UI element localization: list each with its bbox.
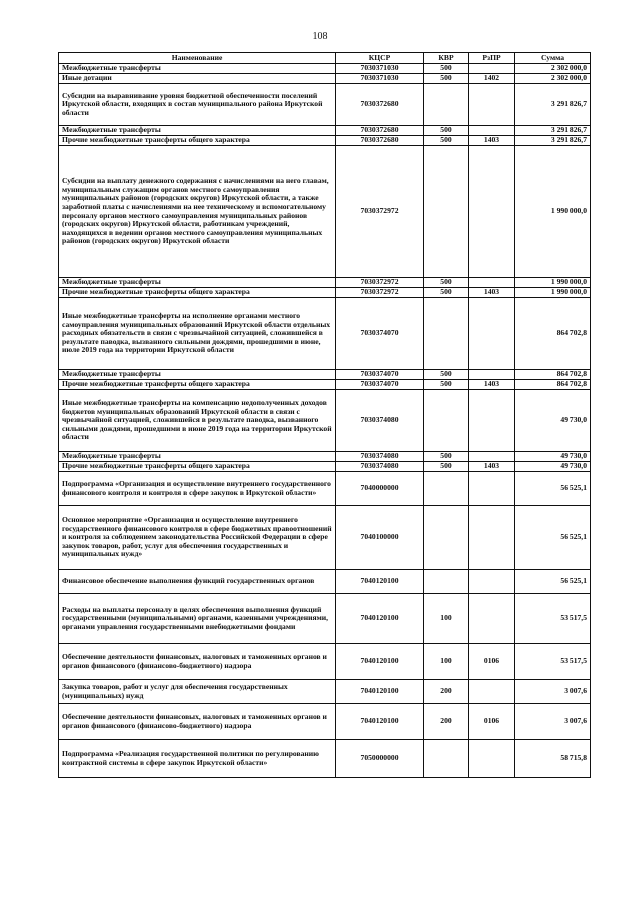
cell-rzpr: 0106	[469, 644, 515, 680]
cell-name: Иные дотации	[59, 74, 336, 84]
cell-amount: 3 291 826,7	[515, 126, 591, 136]
cell-rzpr	[469, 740, 515, 778]
cell-rzpr	[469, 146, 515, 278]
table-row	[59, 506, 591, 570]
cell-name: Прочие межбюджетные трансферты общего характера	[59, 136, 336, 146]
cell-rzpr	[469, 64, 515, 74]
cell-kcsr: 7030372972	[336, 146, 424, 278]
cell-kcsr: 7030374080	[336, 452, 424, 462]
cell-amount: 3 291 826,7	[515, 136, 591, 146]
cell-kvr: 200	[424, 680, 469, 704]
column-header-kvr: КВР	[424, 53, 469, 64]
cell-amount: 49 730,0	[515, 390, 591, 452]
cell-amount: 1 990 000,0	[515, 146, 591, 278]
cell-kvr: 500	[424, 370, 469, 380]
cell-rzpr	[469, 370, 515, 380]
table-row	[59, 288, 591, 298]
table-row	[59, 390, 591, 452]
cell-kcsr: 7040120100	[336, 644, 424, 680]
cell-rzpr	[469, 506, 515, 570]
table-row	[59, 380, 591, 390]
column-header-kcsr: КЦСР	[336, 53, 424, 64]
cell-amount: 1 990 000,0	[515, 278, 591, 288]
table-row	[59, 594, 591, 644]
cell-name: Подпрограмма «Реализация государственной политики по регулированию контрактной системы в сфере закупок Иркутской области»	[59, 740, 336, 778]
column-header-amount: Сумма	[515, 53, 591, 64]
cell-kcsr: 7030374080	[336, 462, 424, 472]
cell-kcsr: 7030372972	[336, 288, 424, 298]
cell-amount: 56 525,1	[515, 472, 591, 506]
cell-kvr: 100	[424, 644, 469, 680]
cell-amount: 3 007,6	[515, 680, 591, 704]
cell-rzpr	[469, 278, 515, 288]
cell-kcsr: 7030372972	[336, 278, 424, 288]
cell-amount: 1 990 000,0	[515, 288, 591, 298]
cell-rzpr: 1403	[469, 136, 515, 146]
cell-kvr	[424, 390, 469, 452]
cell-name: Субсидии на выравнивание уровня бюджетной обеспеченности поселений Иркутской области, входящих в состав муниципального района Иркутской области	[59, 84, 336, 126]
table-row	[59, 126, 591, 136]
table-row	[59, 472, 591, 506]
cell-rzpr: 1403	[469, 380, 515, 390]
cell-kvr	[424, 740, 469, 778]
cell-rzpr	[469, 570, 515, 594]
table-body	[59, 64, 591, 778]
cell-kcsr: 7030374080	[336, 390, 424, 452]
cell-amount: 49 730,0	[515, 462, 591, 472]
cell-kvr: 500	[424, 278, 469, 288]
cell-name: Прочие межбюджетные трансферты общего характера	[59, 288, 336, 298]
cell-amount: 864 702,8	[515, 380, 591, 390]
cell-kcsr: 7030374070	[336, 380, 424, 390]
cell-kvr	[424, 298, 469, 370]
table-row	[59, 146, 591, 278]
cell-kvr: 100	[424, 594, 469, 644]
cell-amount: 864 702,8	[515, 370, 591, 380]
cell-amount: 56 525,1	[515, 506, 591, 570]
cell-kcsr: 7040100000	[336, 506, 424, 570]
cell-kcsr: 7030371030	[336, 74, 424, 84]
cell-kvr: 500	[424, 136, 469, 146]
table-row	[59, 704, 591, 740]
cell-name: Иные межбюджетные трансферты на исполнение органами местного самоуправления муниципальных образований Иркутской области отдельных расходных обязательств в связи с чрезвычайной ситуацией, сложившейся в результате паводка, вызванного сильными дождями, прошедшими в июне, июле 2019 года на территории Иркутской области	[59, 298, 336, 370]
cell-kvr: 500	[424, 126, 469, 136]
table-row	[59, 74, 591, 84]
cell-kvr: 500	[424, 462, 469, 472]
cell-rzpr	[469, 126, 515, 136]
cell-kvr	[424, 84, 469, 126]
cell-name: Закупка товаров, работ и услуг для обеспечения государственных (муниципальных) нужд	[59, 680, 336, 704]
cell-rzpr	[469, 452, 515, 462]
cell-rzpr: 1403	[469, 288, 515, 298]
cell-kvr	[424, 570, 469, 594]
cell-kcsr: 7030372680	[336, 136, 424, 146]
table-row	[59, 298, 591, 370]
cell-amount: 3 291 826,7	[515, 84, 591, 126]
cell-name: Межбюджетные трансферты	[59, 452, 336, 462]
cell-kcsr: 7030371030	[336, 64, 424, 74]
cell-rzpr	[469, 472, 515, 506]
table-row	[59, 644, 591, 680]
cell-kcsr: 7050000000	[336, 740, 424, 778]
cell-kcsr: 7030372680	[336, 126, 424, 136]
cell-kvr	[424, 506, 469, 570]
cell-amount: 2 302 000,0	[515, 74, 591, 84]
cell-name: Межбюджетные трансферты	[59, 370, 336, 380]
cell-name: Финансовое обеспечение выполнения функций государственных органов	[59, 570, 336, 594]
cell-name: Подпрограмма «Организация и осуществление внутреннего государственного финансового контроля и контроля в сфере закупок в Иркутской области»	[59, 472, 336, 506]
column-header-name: Наименование	[59, 53, 336, 64]
cell-kcsr: 7040120100	[336, 570, 424, 594]
table-row	[59, 740, 591, 778]
cell-rzpr	[469, 594, 515, 644]
cell-amount: 49 730,0	[515, 452, 591, 462]
cell-kcsr: 7040120100	[336, 680, 424, 704]
cell-kvr: 200	[424, 704, 469, 740]
cell-name: Основное мероприятие «Организация и осуществление внутреннего государственного финансового контроля в сфере бюджетных правоотношений и контроля за соблюдением законодательства Российской Федерации в сфере закупок товаров, работ, услуг для обеспечения государственных и муниципальных нужд»	[59, 506, 336, 570]
page-number: 108	[312, 31, 328, 42]
cell-rzpr: 1403	[469, 462, 515, 472]
cell-kvr: 500	[424, 64, 469, 74]
cell-amount: 58 715,8	[515, 740, 591, 778]
table-row	[59, 278, 591, 288]
table-row	[59, 84, 591, 126]
column-header-rzpr: РзПР	[469, 53, 515, 64]
table-row	[59, 462, 591, 472]
cell-rzpr	[469, 84, 515, 126]
cell-kvr: 500	[424, 452, 469, 462]
cell-name: Иные межбюджетные трансферты на компенсацию недополученных доходов бюджетов муниципальных образований Иркутской области в связи с чрезвычайной ситуацией, сложившейся в результате паводка, вызванного сильными дождями, прошедшими в июне 2019 года на территории Иркутской области	[59, 390, 336, 452]
cell-kvr: 500	[424, 74, 469, 84]
table-row	[59, 452, 591, 462]
cell-amount: 864 702,8	[515, 298, 591, 370]
cell-rzpr	[469, 680, 515, 704]
cell-amount: 2 302 000,0	[515, 64, 591, 74]
cell-kvr: 500	[424, 288, 469, 298]
cell-amount: 53 517,5	[515, 594, 591, 644]
cell-kvr: 500	[424, 380, 469, 390]
table-row	[59, 370, 591, 380]
cell-name: Межбюджетные трансферты	[59, 126, 336, 136]
cell-name: Межбюджетные трансферты	[59, 278, 336, 288]
table-row	[59, 570, 591, 594]
cell-rzpr: 1402	[469, 74, 515, 84]
cell-kcsr: 7040120100	[336, 704, 424, 740]
budget-table	[58, 52, 591, 778]
cell-name: Межбюджетные трансферты	[59, 64, 336, 74]
table-row	[59, 136, 591, 146]
cell-kcsr: 7040120100	[336, 594, 424, 644]
cell-name: Обеспечение деятельности финансовых, налоговых и таможенных органов и органов финансового (финансово-бюджетного) надзора	[59, 704, 336, 740]
cell-rzpr	[469, 390, 515, 452]
cell-amount: 3 007,6	[515, 704, 591, 740]
cell-name: Субсидии на выплату денежного содержания с начислениями на него главам, муниципальным служащим органов местного самоуправления муниципальных районов (городских округов) Иркутской области, а также заработной платы с начислениями на нее техническому и вспомогательному персоналу органов местного самоуправления муниципальных районов (городских округов) Иркутской области, работникам учреждений, находящихся в ведении органов местного самоуправления муниципальных районов (городских округов) Иркутской области	[59, 146, 336, 278]
cell-name: Обеспечение деятельности финансовых, налоговых и таможенных органов и органов финансового (финансово-бюджетного) надзора	[59, 644, 336, 680]
cell-kvr	[424, 146, 469, 278]
cell-amount: 53 517,5	[515, 644, 591, 680]
cell-name: Прочие межбюджетные трансферты общего характера	[59, 462, 336, 472]
cell-rzpr	[469, 298, 515, 370]
cell-kcsr: 7030372680	[336, 84, 424, 126]
cell-name: Расходы на выплаты персоналу в целях обеспечения выполнения функций государственными (муниципальными) органами, казенными учреждениями, органами управления государственными внебюджетными фондами	[59, 594, 336, 644]
table-row	[59, 680, 591, 704]
cell-kvr	[424, 472, 469, 506]
cell-kcsr: 7030374070	[336, 370, 424, 380]
cell-name: Прочие межбюджетные трансферты общего характера	[59, 380, 336, 390]
table-header-row	[59, 53, 591, 64]
cell-kcsr: 7030374070	[336, 298, 424, 370]
cell-kcsr: 7040000000	[336, 472, 424, 506]
table-row	[59, 64, 591, 74]
cell-amount: 56 525,1	[515, 570, 591, 594]
cell-rzpr: 0106	[469, 704, 515, 740]
